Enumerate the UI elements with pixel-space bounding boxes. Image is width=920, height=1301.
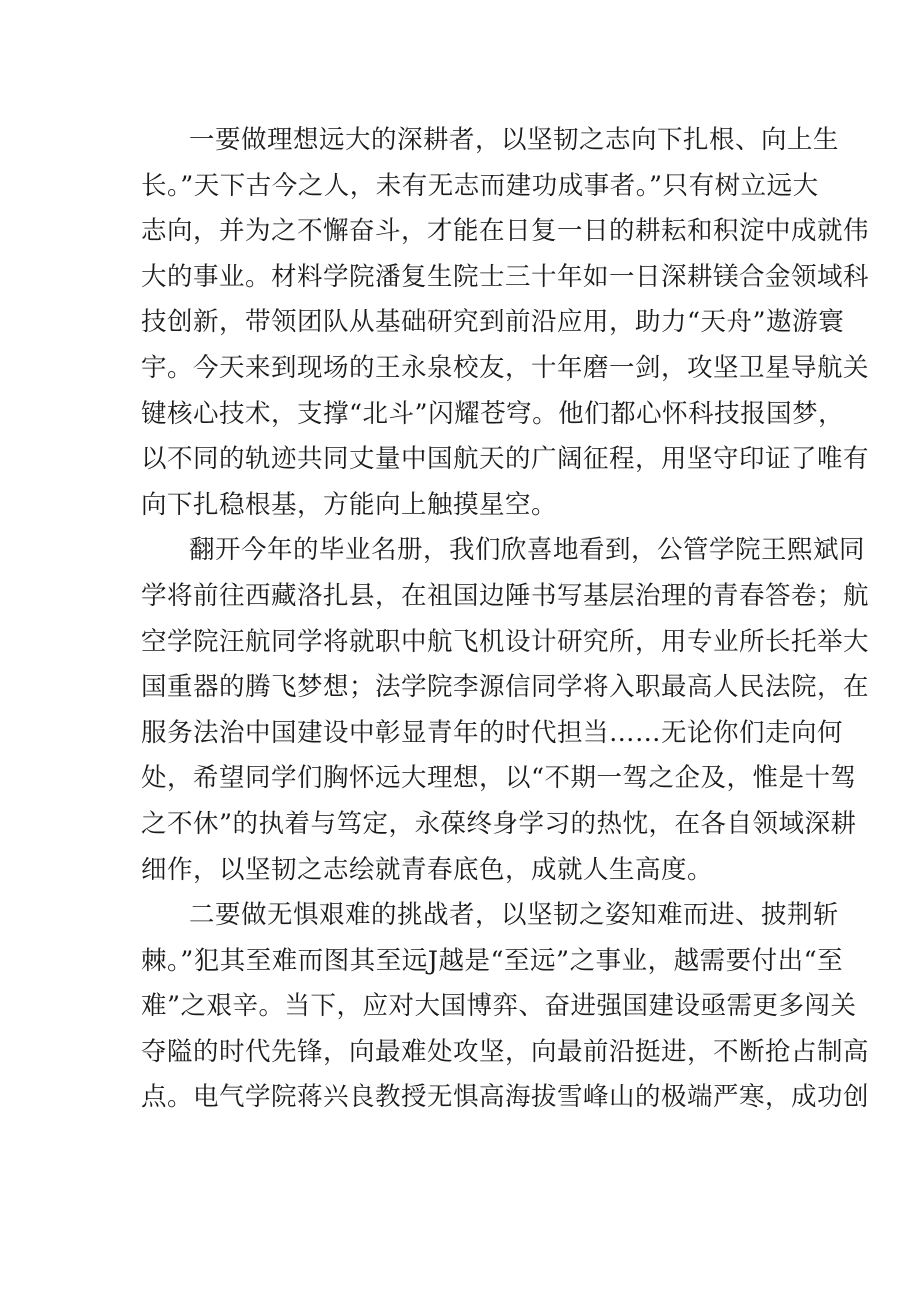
paragraph-3: [141, 893, 870, 1121]
text-line: 棘。”犯其至难而图其至远J越是“至远”之事业，越需要付出“至: [141, 945, 844, 976]
text-line: 二要做无惧艰难的挑战者，以坚韧之姿知难而进、披荆斩: [189, 900, 840, 931]
text-line: 细作，以坚韧之志绘就青春底色，成就人生高度。: [141, 854, 714, 885]
text-line: 难”之艰辛。当下，应对大国博弈、奋进强国建设亟需更多闯关: [141, 991, 857, 1022]
paragraph-2: [141, 528, 870, 893]
text-line: 以不同的轨迹共同丈量中国航天的广阔征程，用坚守印证了唯有: [141, 444, 870, 475]
text-line: 长。”天下古今之人，未有无志而建功成事者。”只有树立远大: [141, 170, 819, 201]
text-line: 之不休”的执着与笃定，永葆终身学习的热忱，在各自领域深耕: [141, 808, 857, 839]
text-line: 空学院汪航同学将就职中航飞机设计研究所，用专业所长托举大: [141, 626, 870, 657]
text-line: 夺隘的时代先锋，向最难处攻坚，向最前沿挺进，不断抢占制高: [141, 1036, 870, 1067]
text-line: 志向，并为之不懈奋斗，才能在日复一日的耕耘和积淀中成就伟: [141, 216, 870, 247]
text-line: 国重器的腾飞梦想；法学院李源信同学将入职最高人民法院，在: [141, 672, 870, 703]
text-line: 宇。今天来到现场的王永泉校友，十年磨一剑，攻坚卫星导航关: [141, 352, 870, 383]
text-line: 翻开今年的毕业名册，我们欣喜地看到，公管学院王熙斌同: [189, 535, 866, 566]
text-line: 键核心技术，支撑“北斗”闪耀苍穹。他们都心怀科技报国梦，: [141, 398, 845, 429]
text-line: 技创新，带领团队从基础研究到前沿应用，助力“天舟”遨游寰: [141, 307, 845, 338]
text-line: 点。电气学院蒋兴良教授无惧高海拔雪峰山的极端严寒，成功创: [141, 1082, 870, 1113]
text-line: 一要做理想远大的深耕者，以坚韧之志向下扎根、向上生: [189, 125, 840, 155]
text-line: 大的事业。材料学院潘复生院士三十年如一日深耕镁合金领域科: [141, 261, 870, 292]
document-body: [141, 118, 870, 1121]
text-line: 处，希望同学们胸怀远大理想，以“不期一驾之企及，惟是十驾: [141, 763, 857, 794]
text-line: 向下扎稳根基，方能向上触摸星空。: [141, 489, 558, 520]
paragraph-1: [141, 118, 870, 528]
text-line: 服务法治中国建设中彰显青年的时代担当……无论你们走向何: [141, 717, 844, 748]
text-line: 学将前往西藏洛扎县，在祖国边陲书写基层治理的青春答卷；航: [141, 580, 870, 611]
